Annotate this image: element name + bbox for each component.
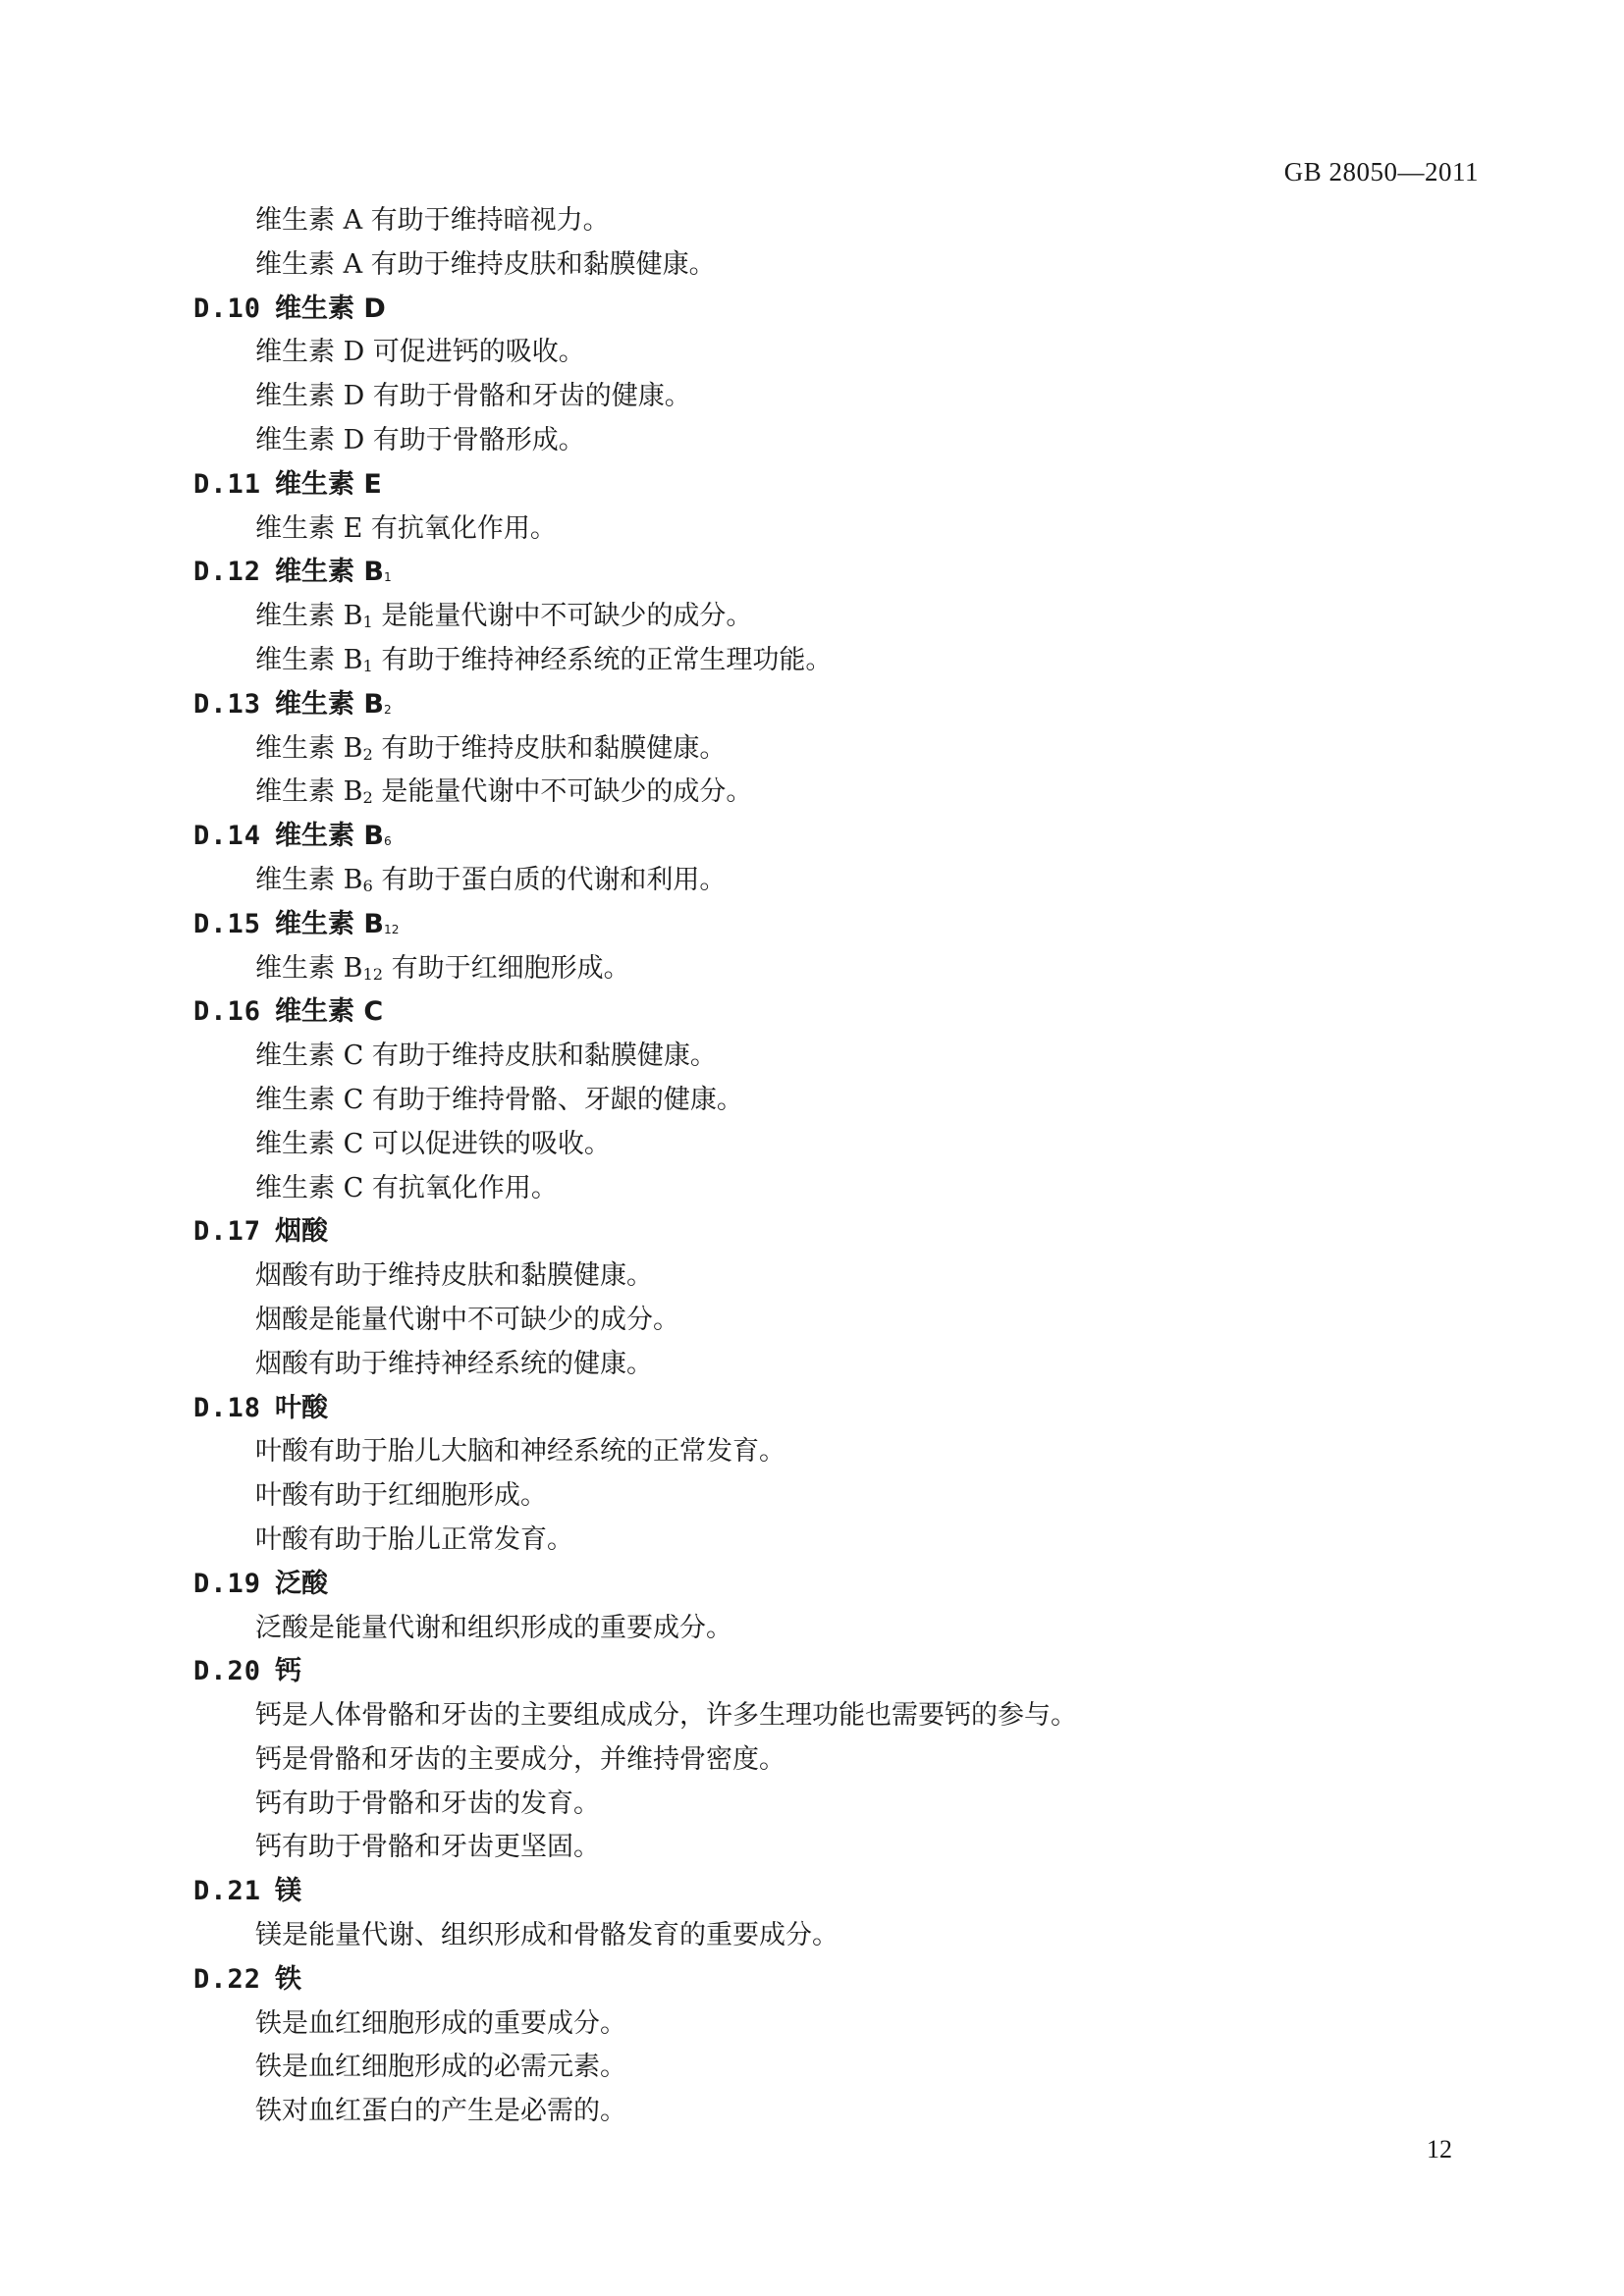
claim-subscript: 12 (362, 964, 384, 984)
section-title: 镁 (275, 1876, 302, 1907)
claim-subscript: 2 (362, 788, 373, 808)
claim-subscript: 2 (362, 744, 373, 764)
claim-subscript: 1 (362, 657, 373, 676)
section-title: 叶酸 (275, 1392, 329, 1423)
intro-line: 维生素 A 有助于维持皮肤和黏膜健康。 (255, 248, 716, 280)
section-number: D.12 (193, 557, 262, 588)
claim-text-pre: 维生素 B (255, 864, 363, 895)
claim-text-pre: 维生素 B (255, 601, 363, 632)
section-heading (193, 903, 1470, 947)
claim-line: 维生素 D 可促进钙的吸收。 (255, 337, 585, 368)
section-number: D.10 (193, 293, 262, 324)
claim-subscript: 6 (362, 877, 373, 896)
claim-text-post: 有助于蛋白质的代谢和利用。 (372, 864, 727, 895)
claim-line: 叶酸有助于胎儿正常发育。 (255, 1523, 573, 1555)
claim-line: 维生素 D 有助于骨骼形成。 (255, 424, 585, 455)
claim-line (193, 727, 1470, 772)
claim-line: 钙有助于骨骼和牙齿的发育。 (255, 1788, 600, 1819)
section-heading (193, 288, 1470, 332)
section-heading (193, 1870, 1470, 1914)
claim-text-pre: 维生素 B (255, 644, 363, 675)
claim-line (193, 639, 1470, 683)
claim-line (193, 771, 1470, 815)
section-heading (193, 551, 1470, 595)
section-title: 维生素 B (275, 821, 385, 852)
claim-text-pre: 维生素 B (255, 732, 363, 764)
claim-line: 维生素 E 有抗氧化作用。 (255, 512, 557, 544)
page-number: 12 (1427, 2135, 1452, 2163)
document-body (193, 199, 1470, 2134)
claim-line: 铁对血红蛋白的产生是必需的。 (255, 2096, 626, 2127)
section-title: 铁 (275, 1963, 302, 1995)
section-title-subscript: 2 (384, 702, 392, 717)
section-title: 维生素 B (275, 557, 385, 588)
claim-line: 铁是血红细胞形成的必需元素。 (255, 2052, 626, 2083)
claim-line (193, 859, 1470, 903)
standard-code: GB 28050—2011 (1283, 157, 1479, 187)
section-number: D.16 (193, 996, 262, 1028)
section-number: D.22 (193, 1963, 262, 1995)
claim-line: 叶酸有助于红细胞形成。 (255, 1480, 547, 1512)
section-heading (193, 1210, 1470, 1255)
claim-line: 泛酸是能量代谢和组织形成的重要成分。 (255, 1612, 732, 1643)
claim-line: 钙是人体骨骼和牙齿的主要组成成分，许多生理功能也需要钙的参与。 (255, 1700, 1077, 1732)
claim-line: 维生素 C 可以促进铁的吸收。 (255, 1128, 611, 1159)
section-heading (193, 1563, 1470, 1607)
section-heading (193, 815, 1470, 859)
claim-line: 钙是骨骼和牙齿的主要成分，并维持骨密度。 (255, 1743, 785, 1775)
intro-line: 维生素 A 有助于维持暗视力。 (255, 205, 610, 236)
section-number: D.19 (193, 1568, 262, 1599)
claim-text-post: 有助于维持皮肤和黏膜健康。 (372, 732, 727, 764)
claim-line (193, 595, 1470, 639)
section-number: D.11 (193, 468, 262, 500)
claim-text-post: 有助于维持神经系统的正常生理功能。 (372, 644, 833, 675)
claim-line: 烟酸有助于维持皮肤和黏膜健康。 (255, 1260, 653, 1292)
claim-text-post: 有助于红细胞形成。 (383, 952, 630, 984)
claim-text-pre: 维生素 B (255, 952, 363, 984)
section-title: 烟酸 (275, 1216, 329, 1248)
section-title: 泛酸 (275, 1568, 329, 1599)
section-title: 维生素 D (275, 293, 386, 324)
claim-text-post: 是能量代谢中不可缺少的成分。 (372, 601, 753, 632)
section-heading (193, 463, 1470, 507)
section-heading (193, 683, 1470, 727)
claim-line: 维生素 C 有助于维持皮肤和黏膜健康。 (255, 1041, 717, 1072)
section-number: D.14 (193, 821, 262, 852)
section-title-subscript: 6 (384, 834, 392, 849)
section-title: 维生素 B (275, 688, 385, 720)
section-title: 钙 (275, 1656, 302, 1687)
claim-text-pre: 维生素 B (255, 776, 363, 808)
section-number: D.13 (193, 688, 262, 720)
claim-line: 镁是能量代谢、组织形成和骨骼发育的重要成分。 (255, 1920, 839, 1951)
section-title: 维生素 C (275, 996, 384, 1028)
claim-line: 维生素 C 有助于维持骨骼、牙龈的健康。 (255, 1084, 743, 1115)
section-heading (193, 1387, 1470, 1431)
section-number: D.15 (193, 908, 262, 939)
claim-line (193, 947, 1470, 991)
section-title: 维生素 B (275, 908, 385, 939)
claim-line: 维生素 D 有助于骨骼和牙齿的健康。 (255, 381, 691, 412)
section-title: 维生素 E (275, 468, 382, 500)
claim-line: 铁是血红细胞形成的重要成分。 (255, 2007, 626, 2039)
section-number: D.21 (193, 1876, 262, 1907)
section-heading (193, 1650, 1470, 1694)
claim-line: 烟酸是能量代谢中不可缺少的成分。 (255, 1304, 679, 1335)
section-number: D.20 (193, 1656, 262, 1687)
section-number: D.18 (193, 1392, 262, 1423)
section-heading (193, 1958, 1470, 2002)
section-title-subscript: 12 (384, 922, 400, 936)
claim-line: 维生素 C 有抗氧化作用。 (255, 1172, 558, 1203)
claim-line: 叶酸有助于胎儿大脑和神经系统的正常发育。 (255, 1436, 785, 1468)
section-heading (193, 990, 1470, 1035)
section-title-subscript: 1 (384, 570, 392, 585)
section-number: D.17 (193, 1216, 262, 1248)
claim-line: 烟酸有助于维持神经系统的健康。 (255, 1348, 653, 1379)
claim-subscript: 1 (362, 613, 373, 632)
claim-line: 钙有助于骨骼和牙齿更坚固。 (255, 1832, 600, 1863)
claim-text-post: 是能量代谢中不可缺少的成分。 (372, 776, 753, 808)
